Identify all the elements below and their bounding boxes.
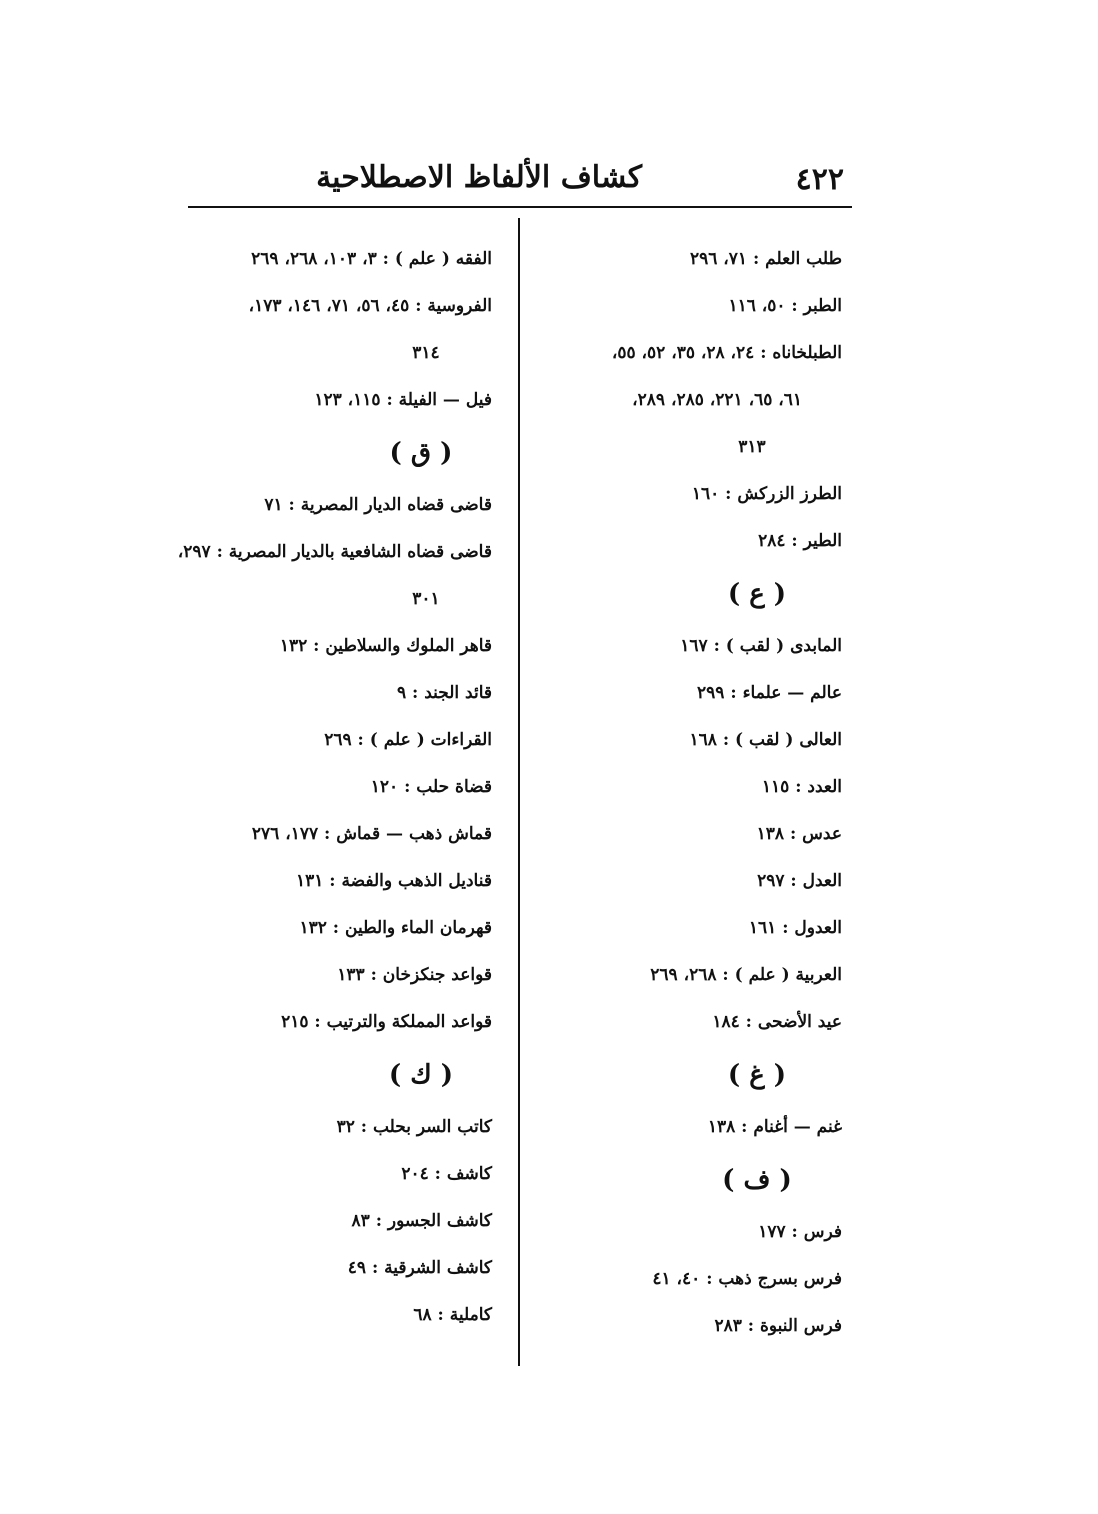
section-letter-heading: ( ق ): [389, 438, 453, 468]
index-entry: كاشف الجسور : ٨٣: [351, 1211, 492, 1231]
index-entry: الفقه ( علم ) : ٣، ١٠٣، ٢٦٨، ٢٦٩: [251, 249, 492, 269]
index-entry: العربية ( علم ) : ٢٦٨، ٢٦٩: [650, 965, 842, 985]
index-entry: كاشف : ٢٠٤: [401, 1164, 492, 1184]
index-entry: قائد الجند : ٩: [396, 683, 492, 703]
index-entry: فرس النبوة : ٢٨٣: [714, 1316, 842, 1336]
index-entry: المابدى ( لقب ) : ١٦٧: [680, 636, 842, 656]
index-entry: الطبلخاناه : ٢٤، ٢٨، ٣٥، ٥٢، ٥٥،: [611, 343, 842, 363]
index-entry: كاشف الشرقية : ٤٩: [347, 1258, 492, 1278]
running-title: كشاف الألفاظ الاصطلاحية: [316, 160, 642, 195]
section-letter-heading: ( غ ): [727, 1060, 787, 1090]
index-entry: قهرمان الماء والطين : ١٣٢: [299, 918, 492, 938]
index-entry: الفروسية : ٤٥، ٥٦، ٧١، ١٤٦، ١٧٣،: [248, 296, 492, 316]
index-entry: قناديل الذهب والفضة : ١٣١: [295, 871, 492, 891]
index-entry-continuation: ٣٠١: [412, 589, 440, 609]
index-entry: عالم — علماء : ٢٩٩: [697, 683, 842, 703]
index-entry: العالى ( لقب ) : ١٦٨: [689, 730, 842, 750]
index-entry: الطرز الزركش : ١٦٠: [691, 484, 842, 504]
index-entry: قماش ذهب — قماش : ١٧٧، ٢٧٦: [251, 824, 492, 844]
index-entry: غنم — أغنام : ١٣٨: [707, 1117, 842, 1137]
section-letter-heading: ( ف ): [722, 1165, 792, 1195]
page-number: ٤٢٢: [795, 162, 844, 197]
index-entry: فرس : ١٧٧: [758, 1222, 842, 1242]
index-entry: قاهر الملوك والسلاطين : ١٣٢: [279, 636, 492, 656]
index-entry: الطبر : ٥٠، ١١٦: [728, 296, 842, 316]
index-entry: قاضى قضاه الديار المصرية : ٧١: [264, 495, 492, 515]
index-entry: فرس بسرج ذهب : ٤٠، ٤١: [652, 1269, 842, 1289]
index-column-left: [177, 236, 492, 1339]
index-entry: كاملية : ٦٨: [413, 1305, 492, 1325]
column-divider: [518, 218, 520, 1366]
index-entry-continuation: ٣١٤: [412, 343, 440, 363]
index-entry: العدل : ٢٩٧: [757, 871, 842, 891]
page-header: [188, 148, 852, 208]
index-entry: عيد الأضحى : ١٨٤: [712, 1012, 842, 1032]
index-entry: الطير : ٢٨٤: [758, 531, 842, 551]
section-letter-heading: ( ع ): [727, 579, 787, 609]
index-entry-continuation: ٣١٣: [738, 437, 766, 457]
index-entry: فيل — الفيلة : ١١٥، ١٢٣: [314, 390, 492, 410]
index-entry: العدد : ١١٥: [761, 777, 842, 797]
index-entry-continuation: ٦١، ٦٥، ٢٢١، ٢٨٥، ٢٨٩،: [632, 390, 802, 410]
index-entry: كاتب السر بحلب : ٣٢: [336, 1117, 492, 1137]
index-entry: القراءات ( علم ) : ٢٦٩: [324, 730, 492, 750]
section-letter-heading: ( ك ): [388, 1060, 454, 1090]
index-entry: قضاة حلب : ١٢٠: [370, 777, 492, 797]
index-entry: طلب العلم : ٧١، ٢٩٦: [689, 249, 842, 269]
index-entry: قواعد جنكزخان : ١٣٣: [337, 965, 492, 985]
index-entry: عدس : ١٣٨: [756, 824, 842, 844]
index-entry: قاضى قضاه الشافعية بالديار المصرية : ٢٩٧،: [177, 542, 492, 562]
index-column-right: [542, 236, 842, 1350]
index-entry: العدول : ١٦١: [748, 918, 842, 938]
index-entry: قواعد المملكة والترتيب : ٢١٥: [281, 1012, 492, 1032]
